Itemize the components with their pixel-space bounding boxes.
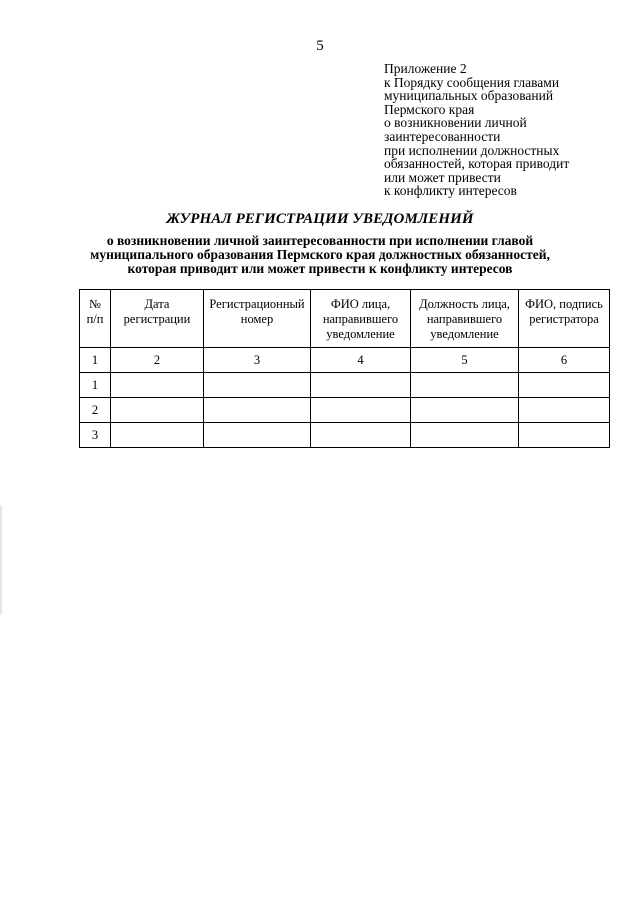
subtitle-line: о возникновении личной заинтересованности при исполнении главой — [106, 233, 534, 248]
header-line: регистратора — [529, 312, 599, 326]
appendix-line: о возникновении личной — [384, 115, 527, 131]
appendix-header — [384, 62, 634, 198]
table-cell — [311, 423, 411, 448]
header-registration-number — [204, 290, 311, 348]
column-number: 2 — [111, 348, 204, 373]
header-number — [80, 290, 111, 348]
appendix-line: Пермского края — [384, 101, 475, 117]
table-cell — [411, 398, 519, 423]
table-header-row — [80, 290, 610, 348]
row-number-cell: 2 — [80, 398, 111, 423]
header-sender-name — [311, 290, 411, 348]
header-line: направившего — [322, 312, 399, 326]
appendix-line: заинтересованности — [384, 128, 501, 144]
column-number: 6 — [519, 348, 610, 373]
appendix-line: при исполнении должностных — [384, 142, 560, 158]
header-line: Регистрационный — [209, 297, 305, 311]
appendix-line: к Порядку сообщения главами — [384, 74, 560, 90]
table-cell — [519, 423, 610, 448]
table-cell — [411, 373, 519, 398]
scan-edge-mark — [0, 505, 2, 615]
header-line: номер — [240, 312, 274, 326]
table-cell — [204, 373, 311, 398]
row-number-cell: 1 — [80, 373, 111, 398]
subtitle-line: которая приводит или может привести к конфликту интересов — [127, 261, 513, 276]
header-line: направившего — [426, 312, 503, 326]
table-cell — [519, 398, 610, 423]
header-line: уведомление — [326, 327, 395, 341]
header-line: Должность лица, — [419, 297, 510, 311]
column-number: 4 — [311, 348, 411, 373]
header-sender-position — [411, 290, 519, 348]
table-row — [80, 423, 610, 448]
appendix-line: муниципальных образований — [384, 88, 554, 104]
page-number: 5 — [316, 38, 324, 54]
column-number-row — [80, 348, 610, 373]
table-cell — [411, 423, 519, 448]
header-registrar-signature — [519, 290, 610, 348]
row-number-cell: 3 — [80, 423, 111, 448]
table-cell — [311, 398, 411, 423]
header-line: Дата — [144, 297, 170, 311]
column-number: 3 — [204, 348, 311, 373]
header-line: уведомление — [430, 327, 499, 341]
table-cell — [111, 373, 204, 398]
header-registration-date — [111, 290, 204, 348]
table-cell — [204, 423, 311, 448]
table-cell — [519, 373, 610, 398]
header-line: № — [89, 297, 101, 311]
registration-journal-table — [79, 289, 610, 448]
appendix-line: Приложение 2 — [384, 61, 467, 76]
column-number: 1 — [80, 348, 111, 373]
header-line: ФИО, подпись — [525, 297, 603, 311]
document-subtitle — [0, 234, 640, 276]
table-cell — [111, 398, 204, 423]
table-cell — [204, 398, 311, 423]
column-number: 5 — [411, 348, 519, 373]
table-row — [80, 373, 610, 398]
table-cell — [111, 423, 204, 448]
appendix-line: к конфликту интересов — [384, 183, 517, 199]
appendix-line: или может привести — [384, 169, 501, 185]
header-line: ФИО лица, — [330, 297, 391, 311]
appendix-line: обязанностей, которая приводит — [384, 156, 570, 172]
table-row — [80, 398, 610, 423]
header-line: регистрации — [123, 312, 191, 326]
header-line: п/п — [86, 312, 104, 326]
document-title: ЖУРНАЛ РЕГИСТРАЦИИ УВЕДОМЛЕНИЙ — [166, 211, 474, 227]
table-cell — [311, 373, 411, 398]
subtitle-line: муниципального образования Пермского края должностных обязанностей, — [90, 247, 550, 262]
